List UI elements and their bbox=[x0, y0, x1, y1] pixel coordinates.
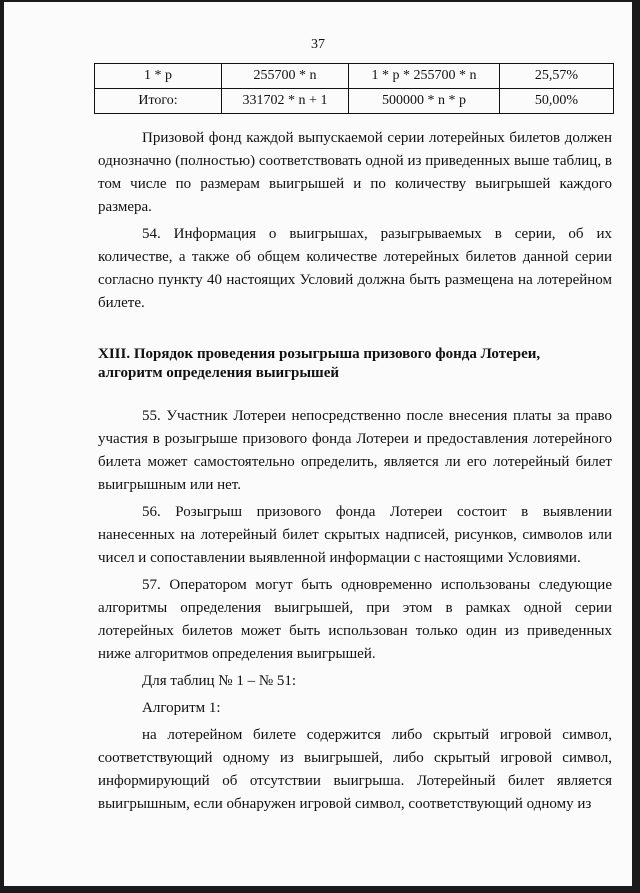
paragraph: 57. Оператором могут быть одновременно использованы следующие алгоритмы определения выигрышей, при этом в рамках одной серии лотерейных билетов может быть использован только один из приведенных ниже алгоритмов определения выигрышей. bbox=[98, 577, 612, 662]
table-cell: Итого: bbox=[95, 89, 222, 114]
table-cell: 255700 * n bbox=[222, 64, 349, 89]
table-row bbox=[95, 89, 614, 114]
paragraph: 55. Участник Лотереи непосредственно после внесения платы за право участия в розыгрыше призового фонда Лотереи и предоставления лотерейного билета может самостоятельно определить, является ли его лотерейный билет выигрышным или нет. bbox=[98, 408, 612, 493]
document-body bbox=[98, 127, 612, 820]
paragraph: 56. Розыгрыш призового фонда Лотереи состоит в выявлении нанесенных на лотерейный билет скрытых надписей, рисунков, символов или чисел и сопоставлении выявленной информации с настоящими Условиями. bbox=[98, 504, 612, 566]
table-cell: 331702 * n + 1 bbox=[222, 89, 349, 114]
document-page bbox=[4, 2, 632, 886]
table-cell: 1 * p * 255700 * n bbox=[349, 64, 500, 89]
prize-table bbox=[94, 63, 614, 114]
table-cell: 50,00% bbox=[500, 89, 614, 114]
paragraph: Для таблиц № 1 – № 51: bbox=[142, 673, 297, 689]
paragraph: Призовой фонд каждой выпускаемой серии лотерейных билетов должен однозначно (полностью) соответствовать одной из приведенных выше таблиц, в том числе по размерам выигрышей и по количеству выигрышей каждого размера. bbox=[98, 130, 612, 215]
section-title-line: XIII. Порядок проведения розыгрыша призового фонда Лотереи, bbox=[98, 346, 541, 362]
table-cell: 500000 * n * p bbox=[349, 89, 500, 114]
section-title bbox=[98, 345, 612, 383]
section-title-line: алгоритм определения выигрышей bbox=[98, 365, 340, 381]
table-cell: 25,57% bbox=[500, 64, 614, 89]
table-cell: 1 * p bbox=[95, 64, 222, 89]
table-row bbox=[95, 64, 614, 89]
paragraph: на лотерейном билете содержится либо скрытый игровой символ, соответствующий одному из выигрышей, либо скрытый игровой символ, информирующий об отсутствии выигрыша. Лотерейный билет является выигрышным, если обнаружен игровой символ, соответствующий одному из bbox=[98, 727, 612, 812]
paragraph: 54. Информация о выигрышах, разыгрываемых в серии, об их количестве, а также об общем количестве лотерейных билетов данной серии согласно пункту 40 настоящих Условий должна быть размещена на лотерейном билете. bbox=[98, 226, 612, 311]
page-number: 37 bbox=[311, 37, 325, 52]
paragraph: Алгоритм 1: bbox=[142, 700, 221, 716]
